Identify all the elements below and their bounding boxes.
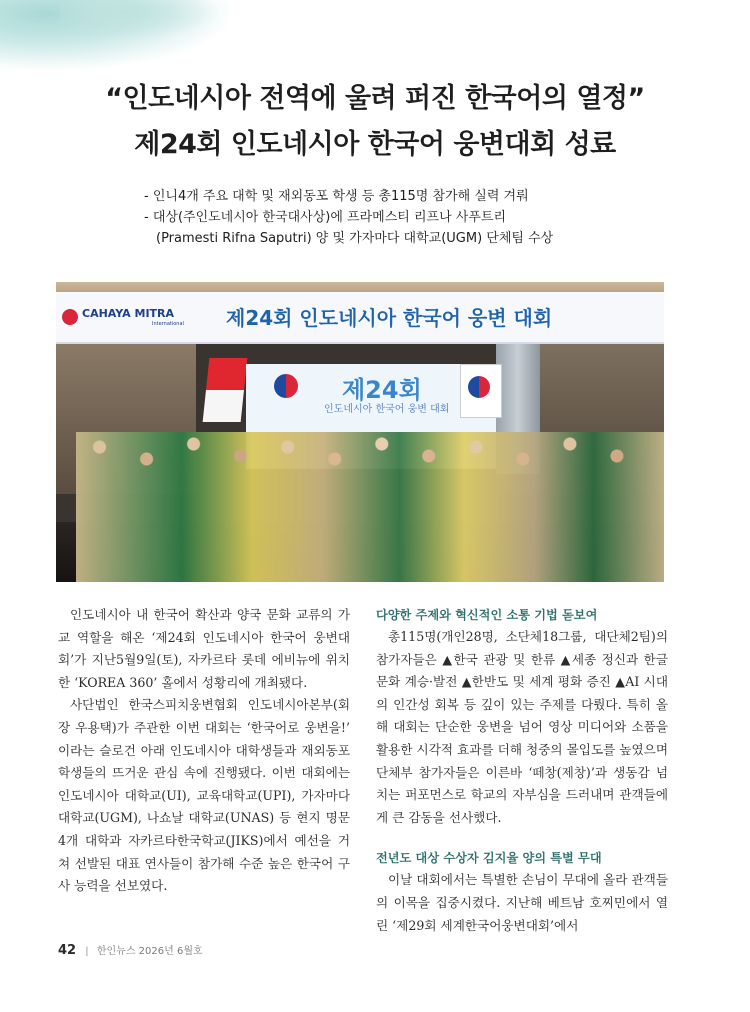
banner-title: 제24회 인도네시아 한국어 웅변 대회 [226, 306, 553, 330]
korean-flag-taegeuk-icon [468, 376, 490, 398]
section-2-text: 이날 대회에서는 특별한 손님이 무대에 올라 관객들의 이목을 집중시켰다. 지난해 베트남 호찌민에서 열린 ‘제29회 세계한국어웅변대회’에서 [376, 872, 668, 933]
logo-text: CAHAYA MITRA [82, 307, 175, 320]
indonesian-flag-icon [203, 358, 248, 422]
subhead-2: - 대상(주인도네시아 한국대사상)에 프라메스티 리프나 사푸트리 [144, 210, 507, 225]
body-paragraph-1: 인도네시아 내 한국어 확산과 양국 문화 교류의 가교 역할을 해온 ‘제24회 인도네시아 한국어 웅변대회’가 지난5월9일(토), 자카르타 롯데 에비뉴에 위치한 ‘KOREA 360’ 홀에서 성황리에 개최됐다. [58, 607, 350, 690]
publication-name: 한인뉴스 2026년 6월호 [96, 946, 203, 957]
section-heading-1: 다양한 주제와 혁신적인 소통 기법 돋보여 [376, 608, 598, 622]
participants-crowd [76, 432, 664, 582]
logo-subtext: International [152, 321, 184, 327]
body-column-right [376, 604, 668, 937]
subhead-3: (Pramesti Rifna Saputri) 양 및 가자마다 대학교(UGM) 단체팀 수상 [156, 231, 554, 246]
taegeuk-emblem-icon [274, 374, 298, 398]
cahaya-mitra-logo-icon [62, 309, 78, 325]
page-number: 42 [58, 943, 77, 958]
backdrop-subtitle: 인도네시아 한국어 웅변 대회 [324, 404, 450, 415]
body-paragraph-2: 사단법인 한국스피치웅변협회 인도네시아본부(회장 우용택)가 주관한 이번 대회는 ‘한국어로 웅변을!’ 이라는 슬로건 아래 인도네시아 대학생들과 재외동포 학생들의 뜨거운 관심 속에 진행됐다. 이번 대회에는 인도네시아 대학교(UI), 교육대학교(UPI), 가자마다 대학교(UGM), 나쇼날 대학교(UNAS) 등 현지 명문4개 대학과 자카르타한국학교(JIKS)에서 예선을 거쳐 선발된 대표 연사들이 참가해 수준 높은 한국어 구사 능력을 선보였다. [58, 697, 350, 894]
event-group-photo [56, 282, 664, 582]
subheads [144, 186, 704, 249]
footer-separator: | [85, 946, 89, 957]
page-footer [58, 942, 203, 958]
backdrop-title: 제24회 [342, 376, 422, 404]
subhead-1: - 인니4개 주요 대학 및 재외동포 학생 등 총115명 참가해 실력 겨뤄 [144, 189, 529, 204]
headline-line-2: 제24회 인도네시아 한국어 웅변대회 성료 [134, 129, 616, 160]
headline-line-1: “인도네시아 전역에 울려 퍼진 한국어의 열정” [105, 83, 645, 114]
section-heading-2: 전년도 대상 수상자 김지율 양의 특별 무대 [376, 851, 602, 866]
watercolor-decoration-2 [60, 0, 220, 40]
body-column-left [58, 604, 350, 898]
section-1-text: 총115명(개인28명, 소단체18그룹, 대단체2팀)의 참가자들은 ▲한국 관광 및 한류 ▲세종 정신과 한글 문화 계승·발전 ▲한반도 및 세계 평화 증진 ▲AI 시대의 인간성 회복 등 깊이 있는 주제를 다뤘다. 특히 올해 대회는 단순한 웅변을 넘어 영상 미디어와 소품을 활용한 시각적 효과를 더해 청중의 몰입도를 높였으며 단체부 참가자들은 이른바 ‘떼창(제창)’과 생동감 넘치는 퍼포먼스로 학교의 자부심을 드러내며 관객들에게 큰 감동을 선사했다. [376, 629, 668, 825]
event-banner [56, 292, 664, 344]
